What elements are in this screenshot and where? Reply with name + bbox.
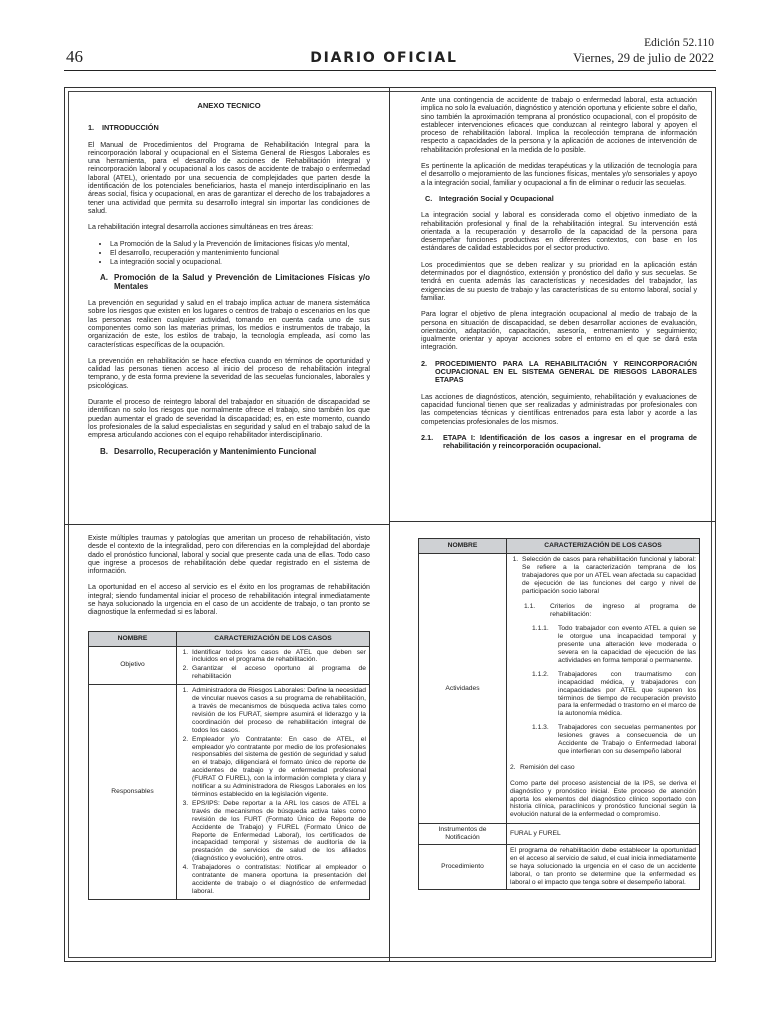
referral-number: 2. bbox=[510, 763, 516, 771]
table-header-row bbox=[419, 539, 700, 554]
section-2-1-title: ETAPA I: Identificación de los casos a ingresar en el programa de rehabilitación y reincorporación ocupacional. bbox=[443, 432, 697, 451]
table-row bbox=[419, 553, 700, 823]
criterion-number: 1.1.3. bbox=[532, 724, 549, 732]
row-content-activities bbox=[507, 553, 700, 823]
section-b-title: Desarrollo, Recuperación y Mantenimiento Funcional bbox=[114, 446, 317, 456]
intro-heading-text: INTRODUCCIÓN bbox=[102, 123, 159, 133]
section-2-1-heading bbox=[421, 434, 697, 451]
criterion-text: Todo trabajador con evento ATEL a quien se le otorgue una incapacidad temporal y presente una alteración leve moderada o severa en la capacidad de ejecución de las actividades en forma temporal o permanente. bbox=[558, 625, 696, 664]
paragraph: Ante una contingencia de accidente de trabajo o enfermedad laboral, esta actuación implica no solo la evaluación, diagnóstico y atención oportuna y eficiente sobre el daño, sino también la aproximación temprana al pronóstico ocupacional, con el propósito de establecer intervenciones eficaces que conduzcan al reintegro laboral y apoyen el proceso de rehabilitación laboral. Implica la recolección temprana de información respecto a capacidades de la persona y la aplicación de acciones de intervención de rehabilitación profesional en la medida de lo posible. bbox=[421, 96, 697, 154]
paragraph: Las acciones de diagnósticos, atención, seguimiento, rehabilitación y evaluaciones de capacidad funcional tienen que ser realizadas y administradas por profesionales con las competencias técnicas y científicas entrenados para esta labor y acorde a las competencias profesionales de los mismos. bbox=[421, 392, 697, 426]
criteria-heading bbox=[524, 603, 696, 619]
row-name-activities: Actividades bbox=[419, 553, 507, 823]
process-column bbox=[421, 96, 697, 458]
publication-date: Viernes, 29 de julio de 2022 bbox=[573, 51, 714, 65]
table-header-cell: CARACTERIZACIÓN DE LOS CASOS bbox=[507, 539, 700, 554]
criterion-text: Trabajadores con traumatismo con incapacidad médica, y trabajadores con incapacidades por ATEL que superen los términos de tiempo de recuperación previsto para la enfermedad o trastorno en el marco de la autonomía médica. bbox=[558, 670, 696, 718]
referral-heading bbox=[510, 764, 696, 772]
page-number: 46 bbox=[66, 47, 83, 66]
section-a-title: Promoción de la Salud y Prevención de Limitaciones Físicas y/o Mentales bbox=[114, 273, 370, 291]
list-item: 2. Empleador y/o Contratante: En caso de ATEL, el empleador y/o contratante por medio de los profesionales responsables del sistema de gestión de seguridad y salud en el trabajo, diligenciará el formato único de reporte de accidentes de trabajo y de enfermedad profesional (FURAT O FUREL), con la información completa y clara y notificar a su Administradora de Riesgos Laborales en los términos establecido en la legislación vigente. bbox=[190, 736, 366, 799]
intro-heading bbox=[88, 124, 370, 132]
section-c-heading bbox=[425, 195, 697, 203]
section-b-heading bbox=[100, 448, 370, 456]
table-row bbox=[419, 824, 700, 845]
table-header-row bbox=[89, 631, 370, 646]
masthead bbox=[0, 0, 768, 75]
paragraph: La prevención en rehabilitación se hace efectiva cuando en términos de oportunidad y calidad las personas tienen acceso al inicio del proceso de rehabilitación integral temprano, y de esta forma previene la severidad de las secuelas funcionales, laborales y psicológicas. bbox=[88, 356, 370, 390]
annex-title: ANEXO TECNICO bbox=[197, 101, 261, 110]
criteria-text: Criterios de ingreso al programa de rehabilitación: bbox=[550, 603, 696, 619]
criterion-item bbox=[532, 625, 696, 665]
section-c-mark: C. bbox=[425, 193, 433, 203]
criterion-item bbox=[532, 724, 696, 756]
paragraph: Durante el proceso de reintegro laboral del trabajador en situación de discapacidad se identifican no solo los riesgos que normalmente ofrece el trabajo, sino también los que puedan aumentar el grado de severidad la discapacidad; es, en este momento, cuando los profesionales de la salud especialistas en seguridad y salud en el trabajo salud de la empresa articulando acciones con el equipo rehabilitador interdisciplinario. bbox=[88, 398, 370, 440]
row-name-objective: Objetivo bbox=[89, 646, 177, 685]
section-2-mark: 2. bbox=[421, 358, 428, 368]
table-row bbox=[89, 685, 370, 900]
section-b-mark: B. bbox=[100, 446, 108, 456]
row-content-instruments: FURAL y FUREL bbox=[507, 824, 700, 845]
paragraph: La prevención en seguridad y salud en el trabajo implica actuar de manera sistemática sobre los riesgos que existen en los lugares o centros de trabajo o escenarios en los que las personas realicen cualquier actividad, tomando en cuenta cada uno de sus componentes como son las materias primas, los medios e instrumentos de trabajo, la organización de este, los estilos de trabajo, la tecnología empleada, así como las características específicas de la ocupación. bbox=[88, 299, 370, 349]
section-2-title: PROCEDIMIENTO PARA LA REHABILITACIÓN Y REINCORPORACIÓN OCUPACIONAL EN EL SISTEMA GENERAL DE RIESGOS LABORALES ETAPAS bbox=[435, 358, 697, 385]
intro-heading-number: 1. bbox=[88, 123, 95, 133]
left-section-divider bbox=[64, 524, 390, 525]
criteria-number: 1.1. bbox=[524, 603, 536, 611]
edition-number: Edición 52.110 bbox=[644, 37, 714, 49]
masthead-rule bbox=[64, 70, 716, 71]
criterion-number: 1.1.2. bbox=[532, 670, 549, 678]
areas-list bbox=[110, 240, 370, 267]
cases-table-part-2 bbox=[418, 538, 700, 890]
annex-intro-column bbox=[88, 96, 370, 464]
section-c-title: Integración Social y Ocupacional bbox=[439, 193, 554, 203]
paragraph: La rehabilitación integral desarrolla acciones simultáneas en tres áreas: bbox=[88, 223, 314, 232]
paragraph: La oportunidad en el acceso al servicio es el éxito en los programas de rehabilitación integral; siendo fundamental iniciar el proceso de rehabilitación integral inmediatamente se haya solucionado la urgencia en el caso de un accidente de trabajo, o tan pronto se diagnostique la enfermedad si es laboral. bbox=[88, 583, 370, 617]
row-name-responsibles: Responsables bbox=[89, 685, 177, 900]
paragraph: Existe múltiples traumas y patologías que ameritan un proceso de rehabilitación, visto desde el contexto de la integralidad, pero con diferencias en la complejidad del abordaje dado el pronóstico funcional, laboral y social que presente cada una de ellas. Todo caso que ingrese a procesos de rehabilitación debe quedar registrado en el sistema de información. bbox=[88, 534, 370, 576]
table-row bbox=[89, 646, 370, 685]
paragraph: Para lograr el objetivo de plena integración ocupacional al medio de trabajo de la persona en situación de discapacidad, se deben desarrollar acciones de evaluación, orientación, adaptación, capacitación, asesoría, entrenamiento y seguimiento; igualmente orientar y apoyar acciones sobre el entorno en el que se dará esta integración. bbox=[421, 310, 697, 352]
paragraph: El Manual de Procedimientos del Programa de Rehabilitación Integral para la reincorporación laboral y ocupacional en el Sistema General de Riesgos Laborales es una herramienta, para el desarrollo de acciones de Rehabilitación integral y reincorporación laboral y ocupacional a los casos de accidente de trabajo o enfermedad laboral (ATEL), orientado por una secuencia de complejidades que parten desde la identificación de los potenciales beneficiarios, hasta el manejo interdisciplinario en las áreas social, física y ocupacional, en aras de garantizar el derecho de los trabajadores a tener una actividad que permita su desarrollo integral sin importar las condiciones de salud. bbox=[88, 140, 370, 215]
list-item: 4. Trabajadores o contratistas: Notificar al empleador o contratante de manera oportuna la presentación del accidente de trabajo o el diagnóstico de enfermedad laboral. bbox=[190, 864, 366, 896]
section-a-mark: A. bbox=[100, 273, 108, 283]
row-name-instruments: Instrumentos de Notificación bbox=[419, 824, 507, 845]
list-item: • El desarrollo, recuperación y mantenimiento funcional bbox=[110, 249, 370, 257]
section-a-heading bbox=[100, 274, 370, 291]
list-item: • La integración social y ocupacional. bbox=[110, 258, 370, 266]
list-item: 1. Administradora de Riesgos Laborales: Define la necesidad de vincular nuevos casos a su programa de rehabilitación, a través de mecanismos de búsqueda activa tales como revisión de los FURAT, siempre asumirá el liderazgo y la coordinación del proceso de rehabilitación integral de todos los casos. bbox=[190, 687, 366, 734]
row-content-objective bbox=[177, 646, 370, 685]
row-content-procedure: El programa de rehabilitación debe establecer la oportunidad en el acceso al servicio de salud, el cual inicia inmediatamente se haya solucionado la urgencia en el caso de un accidente laboral, o tan pronto se determine que la enfermedad es laboral o el impacto que tenga sobre el desempeño laboral. bbox=[507, 845, 700, 890]
stage-one-column bbox=[88, 534, 370, 900]
row-content-responsibles bbox=[177, 685, 370, 900]
criterion-number: 1.1.1. bbox=[532, 625, 549, 633]
paragraph: Los procedimientos que se deben realizar y su prioridad en la aplicación están determinados por el diagnóstico, extensión y pronóstico del daño y sus secuelas. Se tendrá en cuenta además las características y necesidades del trabajador, las exigencias de su puesto de trabajo y las características de su entorno laboral, social y familiar. bbox=[421, 260, 697, 302]
criterion-item bbox=[532, 671, 696, 718]
criterion-text: Trabajadores con secuelas permanentes por lesiones graves a consecuencia de un Accidente de Trabajo o Enfermedad laboral que interfieran con su desempeño laboral bbox=[558, 724, 696, 755]
list-item: 1. Identificar todos los casos de ATEL que deben ser incluidos en el programa de rehabilitación. bbox=[190, 649, 366, 665]
cases-table-part-1 bbox=[88, 631, 370, 900]
referral-text: Remisión del caso bbox=[520, 763, 575, 771]
table-header-cell: NOMBRE bbox=[89, 631, 177, 646]
list-item: 2. Garantizar el acceso oportuno al programa de rehabilitación bbox=[190, 665, 366, 681]
paragraph: La integración social y laboral es considerada como el objetivo inmediato de la rehabilitación profesional y final de la rehabilitación integral. Su intervención está orientada a la recuperación y desarrollo de la capacidad de la persona para desempeñar funciones productivas en diferentes contextos, con base en los estándares de calidad establecidos por el sector productivo. bbox=[421, 211, 697, 253]
table-header-cell: NOMBRE bbox=[419, 539, 507, 554]
list-item: 1. Selección de casos para rehabilitación funcional y laboral: Se refiere a la caracterización temprana de los trabajadores que por un ATEL vean afectada su capacidad de ejecución de las funciones del cargo y nivel de participación socio laboral bbox=[520, 556, 696, 596]
list-item: • La Promoción de la Salud y la Prevención de limitaciones físicas y/o mental, bbox=[110, 240, 370, 248]
list-item: 3. EPS/IPS: Debe reportar a la ARL los casos de ATEL a través de mecanismos de búsqueda activa tales como revisión de los FURT (Formato Único de Reporte de Accidente de Trabajo) y FUREL (Formato Único de Reporte de Enfermedad Laboral), los certificados de incapacidad temporal y sistemas de auditoría de la prestación de servicios de salud de los afiliados (diagnóstico y evolución), entre otros. bbox=[190, 800, 366, 863]
paragraph: Como parte del proceso asistencial de la IPS, se deriva el diagnóstico y pronóstico inicial. Este proceso de atención aporta los elementos del diagnóstico clínico soportado con historia clínica, paraclínicos y pronóstico funcional según la evolución natural de la enfermedad o compromiso. bbox=[510, 779, 696, 819]
section-2-heading bbox=[421, 360, 697, 385]
newspaper-name: DIARIO OFICIAL bbox=[310, 50, 458, 66]
table-row bbox=[419, 845, 700, 890]
table-header-cell: CARACTERIZACIÓN DE LOS CASOS bbox=[177, 631, 370, 646]
stage-one-table-column bbox=[418, 538, 700, 890]
section-2-1-mark: 2.1. bbox=[421, 432, 434, 442]
row-name-procedure: Procedimiento bbox=[419, 845, 507, 890]
paragraph: Es pertinente la aplicación de medidas terapéuticas y la utilización de tecnología para el desarrollo o mejoramiento de las funciones físicas, mentales y/o sensoriales y apoyo a la integración social, familiar y ocupacional a fin de eliminar o reducir las secuelas. bbox=[421, 162, 697, 187]
right-section-divider bbox=[390, 521, 716, 522]
